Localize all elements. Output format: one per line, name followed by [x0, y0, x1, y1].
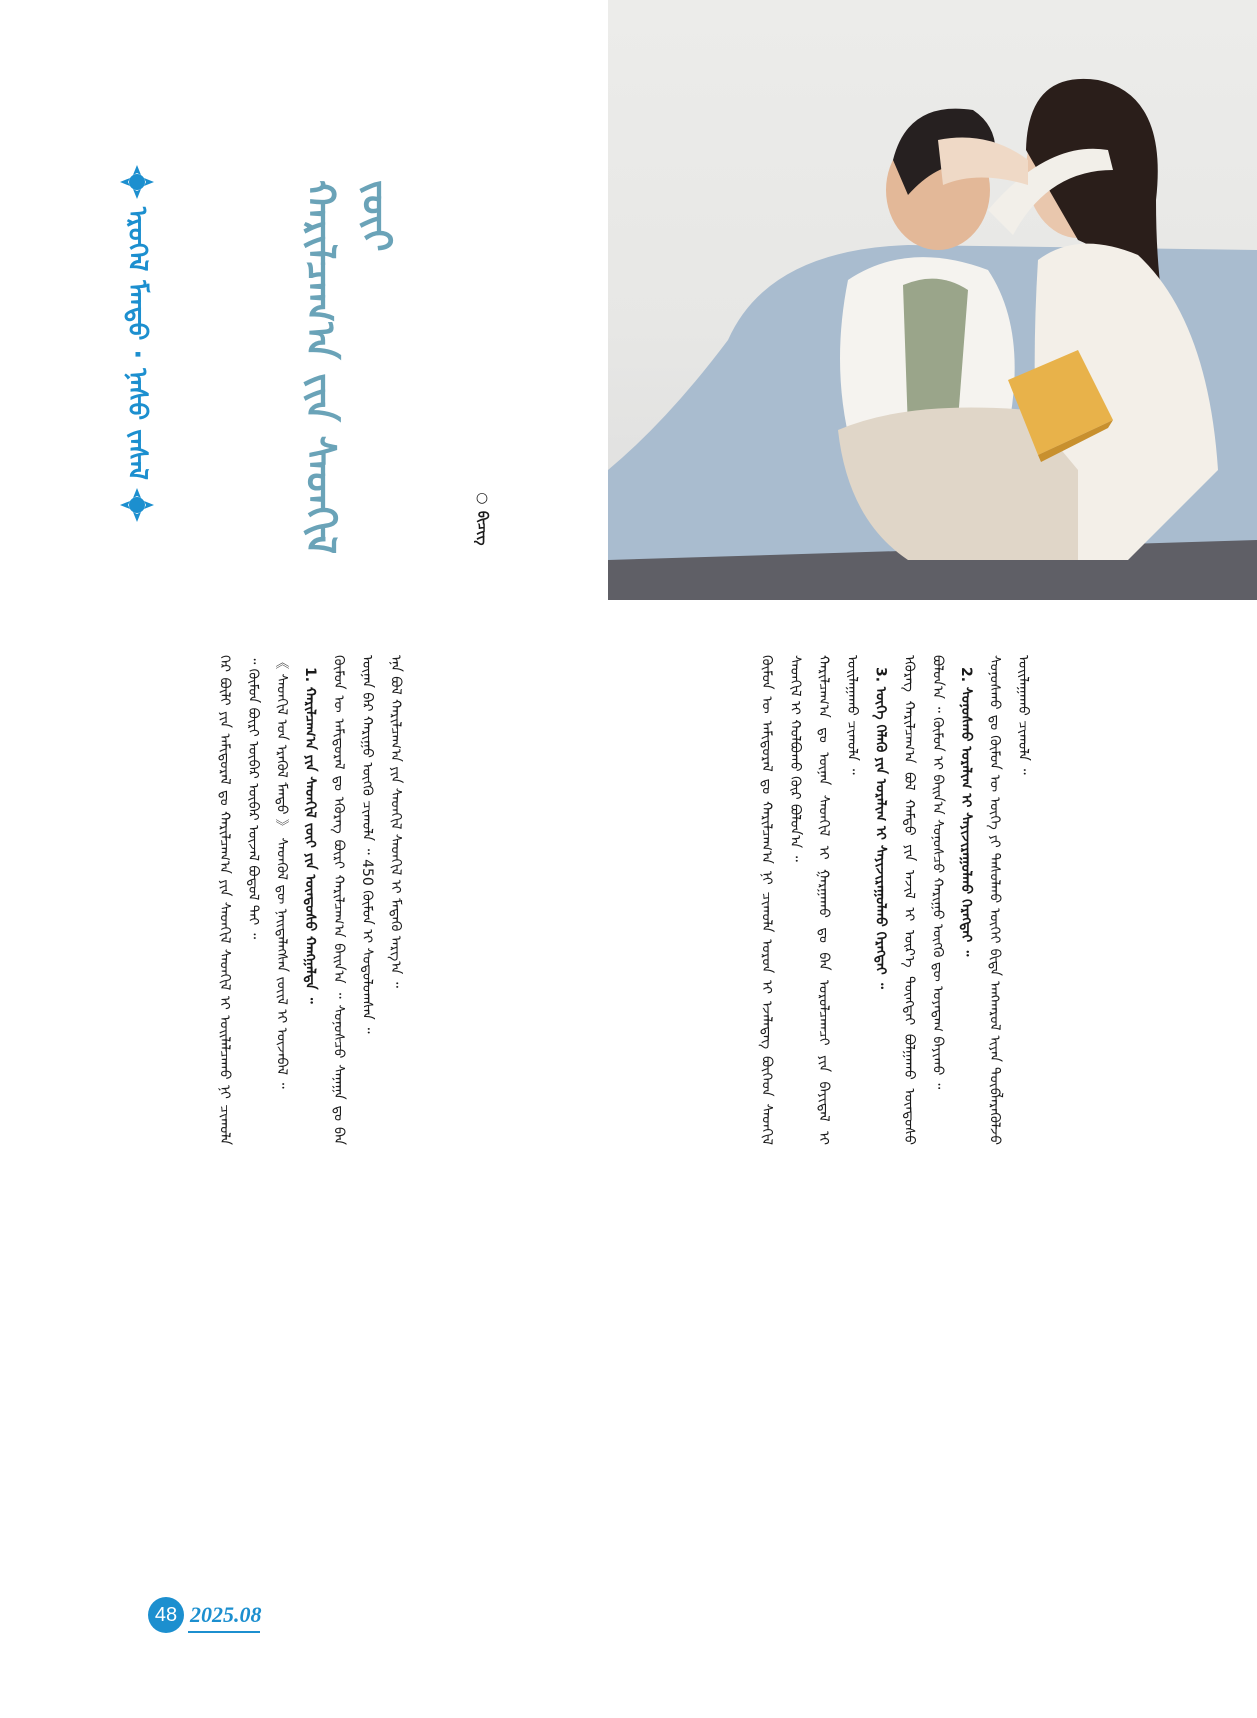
section-label: ᠡᠷᠦᠭᠡᠯ ᠮᠡᠨᠳᠦ · ᠨᠠᠰᠤ ᠵᠠᠰᠠᠯ	[122, 207, 152, 480]
body-column-left	[210, 655, 555, 1145]
page-number-badge: 48	[148, 1597, 184, 1633]
paragraph: 《 ᠰᠡᠳᠬᠢᠯ ᠤᠨ ᠡᠷᠡᠭᠦᠯ ᠮᠡᠨᠳᠦ 》 ᠰᠡᠳᠬᠦᠯ ᠳᠦ ᠨᠡᠢᠲᠡᠯᠡᠭᠰᠡᠨ ᠵᠦᠢᠯ ᠢ ᠦᠵᠡᠪᠡᠯ ᠃	[273, 655, 290, 1089]
ornament-bottom-icon	[120, 488, 154, 522]
byline: ○ ᠪᠢᠴᠢᠭ	[474, 490, 490, 546]
ornament-top-icon	[120, 165, 154, 199]
subheading: 3. ᠦᠭᠡ ᠬᠡᠯᠡᠬᠦ ᠶᠢᠨ ᠤᠷᠠᠯᠢᠭ ᠢ ᠰᠠᠶᠢᠵᠢᠷᠠᠭᠤᠯᠬᠤ ᠬᠡᠷᠡᠭᠲᠡᠢ ᠃	[872, 667, 889, 989]
paragraph: ᠡᠭᠦᠷᠡᠭ ᠬᠠᠷᠢᠯᠴᠠᠭ᠎ᠠ ᠪᠣᠯ ᠬᠠᠮᠲᠤ ᠶᠢᠨ ᠠᠵᠢᠯ ᠢ ᠦᠷ᠎ᠡ ᠳᠦᠩᠲᠡᠢ ᠪᠣᠯᠭᠠᠬᠤ ᠦᠨᠳᠦᠰᠦ ᠪᠣᠯᠤᠨ᠎ᠠ ᠃ ᠬᠦᠮᠦᠨ ᠢ ᠪᠠᠢᠨ᠎ᠠ ᠰᠣᠨᠣᠰᠴᠤ ᠬᠠᠷᠢᠭᠤ ᠥᠭᠬᠦ ᠳᠦ ᠤᠶᠠᠳᠠᠭ ᠪᠠᠶᠢᠬᠤ ᠃	[901, 655, 946, 1145]
article-title: ᠬᠠᠷᠢᠯᠴᠠᠭ᠎ᠠ ᠵᠢᠨ ᠰᠡᠳᠬᠢᠯ ᠵᠦᠢ	[297, 180, 400, 555]
subheading: 1. ᠬᠠᠷᠢᠯᠴᠠᠭ᠎ᠠ ᠶᠢᠨ ᠰᠡᠳᠬᠢᠯ ᠵᠦᠢ ᠶᠢᠨ ᠦᠨᠳᠦᠰᠦ ᠬᠠᠩᠭᠠᠯᠲᠠ ᠃	[302, 667, 318, 1004]
body-column-right	[752, 655, 1097, 1145]
couple-reading-photo	[608, 0, 1257, 600]
paragraph: ᠡᠨᠡ ᠪᠣᠯ ᠬᠠᠷᠢᠯᠴᠠᠭ᠎ᠠ ᠶᠢᠨ ᠰᠡᠳᠬᠢᠯ ᠰᠡᠳᠬᠢᠯ ᠢ ᠮᠡᠳᠡᠬᠦ ᠠᠷᠭ᠎ᠠ ᠃	[387, 655, 404, 988]
photo-illustration	[608, 0, 1257, 600]
paragraph: ᠭᠡᠷ ᠪᠦᠯᠢ ᠶᠢᠨ ᠠᠮᠢᠳᠤᠷᠠᠯ ᠳᠤ ᠬᠠᠷᠢᠯᠴᠠᠭ᠎ᠠ ᠶᠢᠨ ᠰᠡᠳᠬᠢᠯ ᠰᠡᠳᠬᠢᠯ ᠢ ᠣᠢᠯᠠᠯᠴᠠᠬᠤ ᠨᠢ ᠴᠢᠬᠤᠯᠠ ᠃ ᠬᠦᠮᠦᠨ ᠪᠦᠷᠢ ᠥᠪᠡᠷ ᠥᠪᠡᠷ ᠦᠵᠡᠯ ᠪᠣᠳᠤᠯ ᠲᠠᠢ ᠃	[216, 655, 261, 1145]
paragraph: ᠰᠣᠨᠣᠰᠬᠤ ᠳᠤ ᠬᠦᠮᠦᠨ ᠦ ᠦᠭᠡ ᠶᠢ ᠲᠠᠰᠤᠯᠬᠤ ᠦᠭᠡᠢ ᠪᠢᠳᠡ ᠠᠩᠬᠠᠷᠤᠯ ᠢᠶᠠᠨ ᠲᠥᠪᠯᠡᠷᠡᠭᠦᠯᠵᠦ ᠣᠢᠯᠠᠭᠠᠬᠤ ᠴᠢᠬᠤᠯᠠ ᠃	[986, 655, 1031, 1145]
subheading: 2. ᠰᠣᠨᠣᠰᠬᠤ ᠤᠷᠠᠯᠢᠭ ᠢ ᠰᠠᠶᠢᠵᠢᠷᠠᠭᠤᠯᠬᠤ ᠬᠡᠷᠡᠭᠲᠡᠢ ᠃	[958, 667, 974, 957]
paragraph: ᠬᠦᠮᠦᠨ ᠦ ᠠᠮᠢᠳᠤᠷᠠᠯ ᠳᠤ ᠡᠭᠦᠷᠡᠭ ᠪᠦᠷᠢ ᠬᠠᠷᠢᠯᠴᠠᠭ᠎ᠠ ᠪᠠᠢᠨ᠎ᠠ ᠃ ᠰᠣᠨᠣᠰᠴᠤ ᠰᠠᠨᠠᠭᠠ ᠳᠤ ᠪᠠᠨ ᠦᠨᠡᠨ ᠪᠡᠷ ᠬᠠᠷᠢᠭᠤ ᠥᠭᠬᠦ ᠴᠢᠬᠤᠯᠠ ᠃ 450 ᠬᠦᠮᠦᠨ ᠢ ᠰᠤᠳᠤᠯᠤᠭᠰᠠᠨ ᠃	[330, 655, 375, 1145]
issue-date: 2025.08	[190, 1602, 262, 1627]
issue-underline	[188, 1631, 260, 1633]
paragraph: ᠬᠠᠷᠢᠯᠴᠠᠭ᠎ᠠ ᠳᠤ ᠦᠨᠡᠨ ᠰᠡᠳᠬᠢᠯ ᠢ ᠭᠠᠷᠭᠠᠬᠤ ᠳᠤ ᠪᠡᠨ ᠤᠷᠤᠯᠴᠠᠭᠴᠢ ᠶᠢᠨ ᠪᠠᠶᠢᠳᠠᠯ ᠢ ᠣᠢᠯᠠᠭᠠᠬᠤ ᠴᠢᠬᠤᠯᠠ ᠃	[815, 655, 860, 1145]
paragraph: ᠬᠦᠮᠦᠨ ᠦ ᠠᠮᠢᠳᠤᠷᠠᠯ ᠳᠤ ᠬᠠᠷᠢᠯᠴᠠᠭ᠎ᠠ ᠨᠢ ᠴᠢᠬᠤᠯᠠ ᠤᠷᠤᠨ ᠢ ᠡᠵᠡᠯᠡᠳᠡᠭ ᠪᠥᠭᠡᠳ ᠰᠡᠳᠬᠢᠯ ᠰᠡᠳᠬᠢᠯ ᠢ ᠬᠣᠯᠪᠣᠬᠤ ᠭᠦᠷ ᠪᠣᠯᠤᠨ᠎ᠠ ᠃	[758, 655, 803, 1145]
section-heading	[112, 165, 162, 525]
